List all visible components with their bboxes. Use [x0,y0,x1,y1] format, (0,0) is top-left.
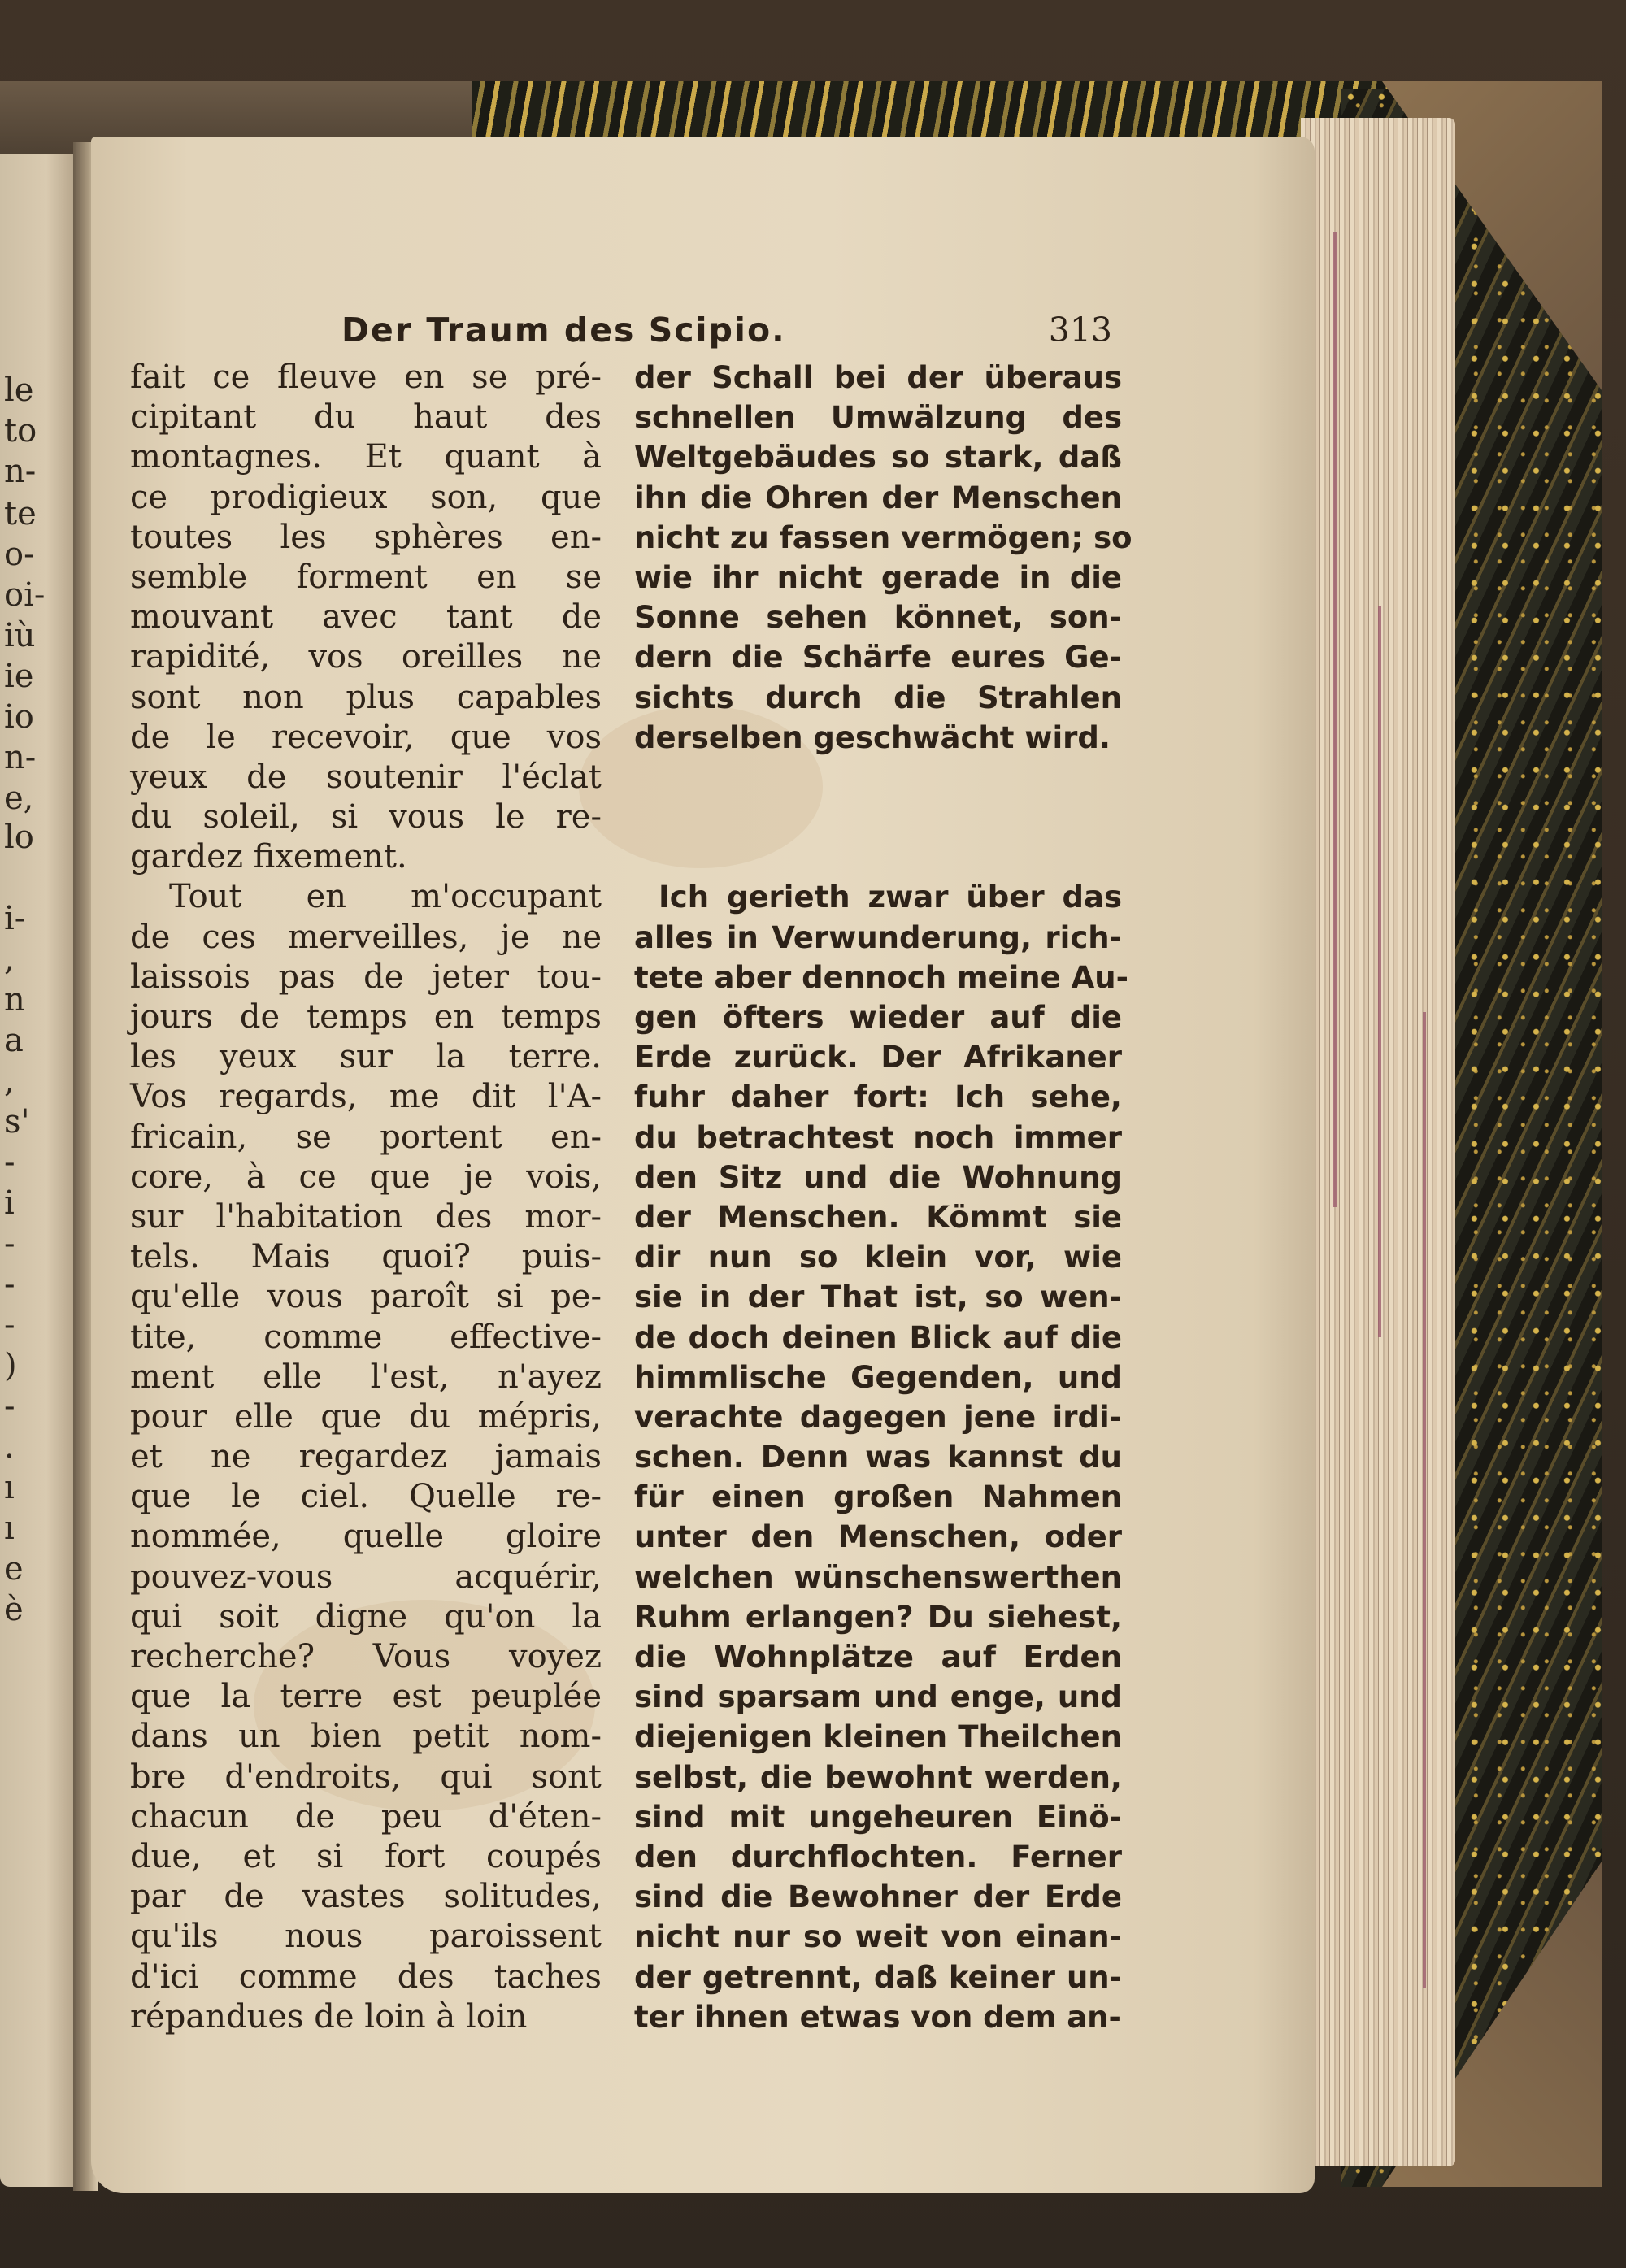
text-line: due, et si fort coupés [130,1837,602,1875]
text-line: ce prodigieux son, que [130,478,602,516]
text-line: ter ihnen etwas von dem an- [634,1999,1121,2035]
left-page-fragment: è [4,1591,24,1628]
german-text-column [634,358,1133,2037]
text-line: jours de temps en temps [130,998,602,1036]
text-line: ihn die Ohren der Menschen [634,480,1122,515]
left-page-fragment: le [4,371,34,409]
text-line: schen. Denn was kannst du [634,1440,1122,1475]
text-line: tete aber dennoch meine Au- [634,959,1128,995]
left-page-fragment: n- [4,453,37,490]
left-page-fragment: n- [4,739,37,776]
text-line: dern die Schärfe eures Ge- [634,640,1122,676]
text-line: que la terre est peuplée [130,1678,602,1716]
text-line: nicht zu fassen vermögen; so [634,519,1133,555]
paragraph [634,358,1133,758]
text-line: derselben geschwächt wird. [634,719,1111,755]
text-line: unter den Menschen, oder [634,1519,1122,1555]
left-page-fragment: oi- [4,576,46,614]
left-page-fragment: i- [4,900,26,937]
text-line: der Menschen. Kömmt sie [634,1199,1122,1235]
text-line: core, à ce que je vois, [130,1158,602,1196]
left-page-fragment: , [4,1062,15,1100]
text-line: die Wohnplätze auf Erden [634,1640,1122,1675]
text-line: sie in der That ist, so wen- [634,1280,1122,1315]
text-line: pouvez-vous acquérir, [130,1558,602,1596]
text-line: semble forment en se [130,558,602,596]
paragraph [130,877,602,2036]
text-line: sur l'habitation des mor- [130,1197,602,1236]
text-line: recherche? Vous voyez [130,1638,602,1675]
left-page-fragment: iù [4,617,36,654]
left-page-fragment: ie [4,658,34,695]
left-page-fragment: to [4,412,37,450]
text-line: sichts durch die Strahlen [634,680,1122,715]
left-page-fragment: , [4,941,15,978]
text-line: par de vastes solitudes, [130,1878,602,1916]
text-line: Weltgebäudes so stark, daß [634,440,1122,476]
text-line: tite, comme effective- [130,1318,602,1356]
text-line: selbst, die bewohnt werden, [634,1759,1122,1795]
text-line: tels. Mais quoi? puis- [130,1238,602,1276]
text-line: Ruhm erlangen? Du siehest, [634,1599,1122,1635]
text-line: bre d'endroits, qui sont [130,1757,602,1796]
page-edges [1301,118,1455,2166]
text-line: de doch deinen Blick auf die [634,1319,1122,1355]
text-line: de le recevoir, que vos [130,718,602,756]
paragraph [130,358,602,877]
left-page-fragment: n [4,981,25,1019]
text-line: les yeux sur la terre. [130,1038,602,1076]
left-page-fragment: . [4,1428,15,1466]
text-line: mouvant avec tant de [130,598,602,637]
text-line: der getrennt, daß keiner un- [634,1959,1122,1995]
left-page-fragment: ) [4,1347,17,1384]
text-line: alles in Verwunderung, rich- [634,919,1122,955]
text-line: que le ciel. Quelle re- [130,1478,602,1516]
text-line: toutes les sphères en- [130,518,602,556]
text-line: montagnes. Et quant à [130,438,602,476]
text-line: rapidité, vos oreilles ne [130,638,602,676]
text-line: du soleil, si vous le re- [130,798,602,836]
text-line: sind sparsam und enge, und [634,1679,1122,1715]
text-line: répandues de loin à loin [130,1997,528,2036]
text-line: für einen großen Nahmen [634,1479,1122,1515]
left-page-fragment: io [4,698,34,736]
text-line: gen öfters wieder auf die [634,1000,1122,1036]
text-line: himmlische Gegenden, und [634,1359,1122,1395]
text-line: sont non plus capables [130,678,602,716]
text-line: gardez fixement. [130,838,407,876]
text-line: diejenigen kleinen Theilchen [634,1719,1122,1755]
text-line: Vos regards, me dit l'A- [130,1078,602,1116]
text-line: sind die Bewohner der Erde [634,1879,1122,1915]
left-page-fragment: lo [4,819,34,856]
text-line: den Sitz und die Wohnung [634,1159,1122,1195]
text-line: schnellen Umwälzung des [634,400,1122,436]
left-page-fragment: - [4,1388,15,1425]
text-line: laissois pas de jeter tou- [130,958,602,996]
text-line: et ne regardez jamais [130,1438,602,1476]
text-line: fuhr daher fort: Ich sehe, [634,1080,1122,1115]
left-page-fragment: ı [4,1510,15,1547]
left-page-fragment: - [4,1144,15,1181]
text-line: de ces merveilles, je ne [130,918,602,956]
text-line: qu'ils nous paroissent [130,1918,602,1956]
text-line: verachte dagegen jene irdi- [634,1399,1122,1435]
text-line: Ich gerieth zwar über das [659,880,1122,915]
text-line: sind mit ungeheuren Einö- [634,1799,1122,1835]
text-line: Erde zurück. Der Afrikaner [634,1040,1122,1075]
french-text-column [130,358,602,2037]
left-page-fragment: - [4,1306,15,1344]
left-page-fragment: ı [4,1469,15,1506]
text-line: cipitant du haut des [130,398,602,437]
left-page-fragment: te [4,495,37,532]
text-line: welchen wünschenswerthen [634,1559,1122,1595]
text-line: qui soit digne qu'on la [130,1597,602,1636]
text-line: Tout en m'occupant [169,878,602,916]
text-line: dir nun so klein vor, wie [634,1240,1122,1275]
text-line: chacun de peu d'éten- [130,1797,602,1836]
text-line: den durchflochten. Ferner [634,1839,1122,1875]
text-line: nicht nur so weit von einan- [634,1919,1122,1955]
left-page-fragment: e [4,1550,24,1588]
text-line: Sonne sehen könnet, son- [634,600,1122,636]
text-line: pour elle que du mépris, [130,1397,602,1436]
text-line: fricain, se portent en- [130,1118,602,1156]
text-line: ment elle l'est, n'ayez [130,1358,602,1396]
left-page-fragment: a [4,1022,24,1059]
text-line: du betrachtest noch immer [634,1119,1122,1155]
text-line: dans un bien petit nom- [130,1718,602,1756]
left-page-fragment: - [4,1225,15,1262]
left-page-fragment: - [4,1266,15,1303]
left-page-fragment: o- [4,536,35,573]
left-page-fragment: e, [4,780,34,817]
left-page-fragment: s' [4,1103,30,1141]
text-line: d'ici comme des taches [130,1957,602,1996]
text-line: der Schall bei der überaus [634,360,1122,395]
text-line: fait ce fleuve en se pré- [130,358,602,396]
paragraph [634,877,1128,2036]
text-line: yeux de soutenir l'éclat [130,758,602,796]
text-line: wie ihr nicht gerade in die [634,559,1122,595]
text-line: nommée, quelle gloire [130,1518,602,1556]
left-page-fragment: i [4,1184,15,1222]
running-title: Der Traum des Scipio. [341,311,786,350]
text-line: qu'elle vous paroît si pe- [130,1278,602,1316]
page-number: 313 [1048,311,1112,350]
